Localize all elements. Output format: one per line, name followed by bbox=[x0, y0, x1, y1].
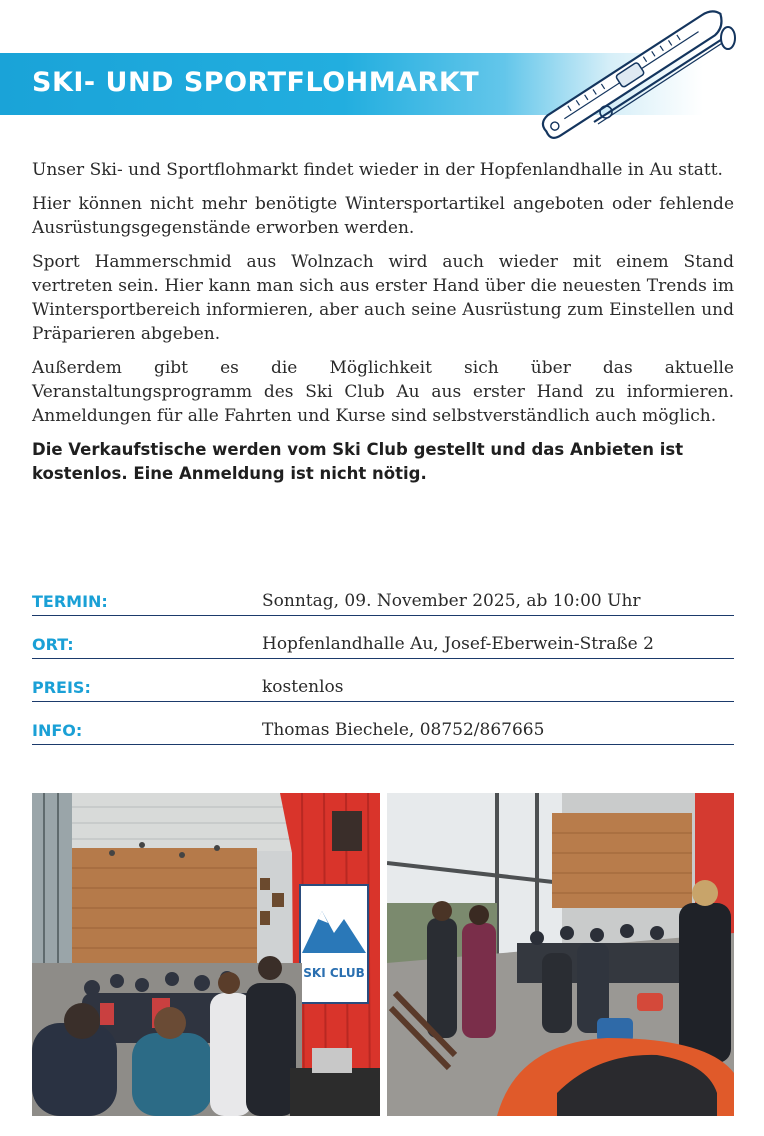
info-row-termin bbox=[32, 573, 734, 616]
ski-and-pole-icon bbox=[522, 6, 742, 146]
info-label: PREIS: bbox=[32, 678, 91, 697]
info-row-preis bbox=[32, 659, 734, 702]
page-title: SKI- UND SPORTFLOHMARKT bbox=[32, 67, 480, 98]
event-info-table bbox=[32, 573, 734, 745]
photo-hall-interior bbox=[32, 793, 380, 1116]
body-text bbox=[32, 158, 734, 496]
info-value: kostenlos bbox=[262, 677, 344, 697]
photo-market-tables bbox=[387, 793, 734, 1116]
info-value: Hopfenlandhalle Au, Josef-Eberwein-Straße 2 bbox=[262, 634, 654, 654]
bold-note: Die Verkaufstische werden vom Ski Club gestellt und das Anbieten ist kostenlos. Eine Anmeldung ist nicht nötig. bbox=[32, 440, 684, 483]
info-label: TERMIN: bbox=[32, 592, 108, 611]
info-label: INFO: bbox=[32, 721, 83, 740]
paragraph: Sport Hammerschmid aus Wolnzach wird auch wieder mit einem Stand vertreten sein. Hier kann man sich aus erster Hand über die neuesten Trends im Wintersportbereich informieren, aber auch seine Ausrüstung zum Einstellen und Präparieren abgeben. bbox=[32, 252, 734, 344]
info-value: Thomas Biechele, 08752/867665 bbox=[262, 720, 545, 740]
paragraph: Unser Ski- und Sportflohmarkt findet wieder in der Hopfenlandhalle in Au statt. bbox=[32, 160, 723, 180]
info-value: Sonntag, 09. November 2025, ab 10:00 Uhr bbox=[262, 591, 641, 611]
paragraph: Hier können nicht mehr benötigte Wintersportartikel angeboten oder fehlende Ausrüstungsgegenstände erworben werden. bbox=[32, 194, 734, 238]
info-row-info bbox=[32, 702, 734, 745]
ski-club-banner-text: SKI CLUB bbox=[303, 966, 365, 980]
paragraph: Außerdem gibt es die Möglichkeit sich über das aktuelle Veranstaltungsprogramm des Ski Club Au aus erster Hand zu informieren. Anmeldungen für alle Fahrten und Kurse sind selbstverständlich auch möglich. bbox=[32, 358, 734, 426]
info-row-ort bbox=[32, 616, 734, 659]
info-label: ORT: bbox=[32, 635, 74, 654]
